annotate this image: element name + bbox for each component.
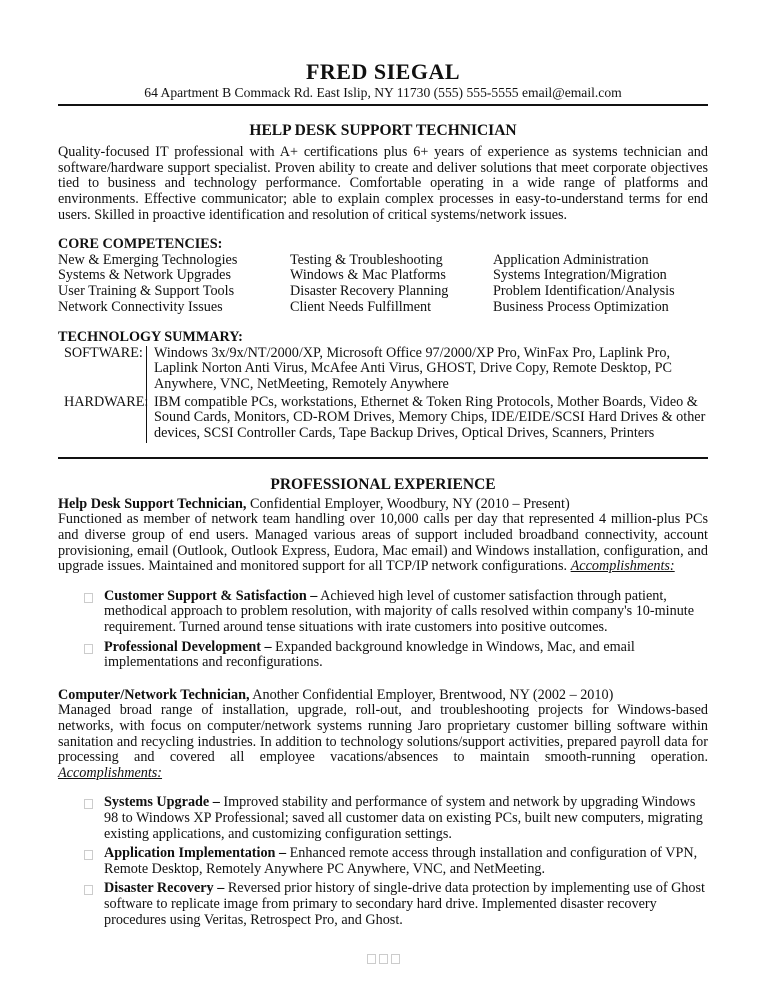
list-item (104, 846, 708, 877)
competency: Application Administration (493, 251, 649, 268)
competency: Systems Integration/Migration (493, 267, 667, 284)
divider (58, 457, 708, 459)
bullet-text: Achieved high level of customer satisfaction through patient, methodical approach to problem resolution, with majority of calls resolved within company's 10-minute requirement. Turned around tense situations with irate customers into positive outcomes. (104, 587, 695, 636)
accomplishments-list (58, 795, 708, 928)
summary: Quality-focused IT professional with A+ certifications plus 6+ years of experience as systems technician and software/hardware support specialist. Proven ability to create and deliver solutions that meet corporate objectives tied to business and technology performance. Comfortable operating in a wide range of platforms and environments. Effective communicator; able to explain complex processes in easy-to-understand terms for end users. Skilled in proactive identification and resolution of critical systems/network issues. (58, 144, 708, 223)
box-icon (367, 954, 376, 964)
software-row (58, 346, 708, 395)
bullet-title: Professional Development – (104, 638, 272, 655)
bullet-box-icon (84, 799, 93, 809)
software-label: SOFTWARE: (64, 344, 143, 361)
bullet-title: Application Implementation – (104, 845, 287, 862)
competency: Network Connectivity Issues (58, 298, 223, 315)
competency: New & Emerging Technologies (58, 251, 238, 268)
list-item (104, 640, 708, 671)
job-target-title: HELP DESK SUPPORT TECHNICIAN (249, 121, 517, 139)
bullet-text: Reversed prior history of single-drive data protection by implementing use of Ghost software to replicate image from primary to secondary hard drive. Implemented disaster recovery procedures using Veritas, Retrospect Pro, and Ghost. (104, 880, 705, 928)
candidate-name: FRED SIEGAL (305, 59, 461, 84)
job-description: Managed broad range of installation, upgrade, roll-out, and troubleshooting projects for Windows-based networks, with focus on computer/network systems running Jaro proprietary customer billing software within sanitation and recycling industries. In addition to technology solutions/support activities, prepared payroll data for processing and covered all employee vacations/absences to maintain smooth-running operation. (58, 702, 708, 766)
job-details: Another Confidential Employer, Brentwood, NY (2002 – 2010) (249, 686, 614, 703)
bullet-title: Customer Support & Satisfaction – (104, 587, 318, 604)
competencies-grid (58, 253, 708, 315)
box-icon (391, 954, 400, 964)
bullet-text: Expanded background knowledge in Windows, Mac, and email implementations and reconfigurations. (104, 638, 635, 671)
bullet-title: Disaster Recovery – (104, 880, 225, 897)
hardware-list: IBM compatible PCs, workstations, Ethernet & Token Ring Protocols, Mother Boards, Video & Sound Cards, Monitors, CD-ROM Drives, Memory Chips, IDE/EIDE/SCSI Hard Drives & other devices, SCSI Controller Cards, Tape Backup Drives, Optical Drives, Scanners, Printers (146, 395, 708, 444)
job-entry (58, 688, 708, 928)
competencies-heading: CORE COMPETENCIES: (58, 236, 223, 253)
list-item (104, 795, 708, 842)
competency: Problem Identification/Analysis (493, 282, 675, 299)
software-list: Windows 3x/9x/NT/2000/XP, Microsoft Office 97/2000/XP Pro, WinFax Pro, Laplink Pro, Laplink Norton Anti Virus, McAfee Anti Virus, GHOST, Drive Copy, Remote Desktop, PC Anywhere, VNC, NetMeeting, Remotely Anywhere (146, 346, 708, 395)
job-entry (58, 497, 708, 671)
competency: Client Needs Fulfillment (290, 298, 432, 315)
competency: Windows & Mac Platforms (290, 267, 446, 284)
technology-heading: TECHNOLOGY SUMMARY: (58, 329, 243, 346)
experience-heading: PROFESSIONAL EXPERIENCE (270, 476, 496, 494)
job-title: Computer/Network Technician, (58, 686, 250, 703)
contact-info: 64 Apartment B Commack Rd. East Islip, NY 11730 (555) 555-5555 email@email.com (144, 85, 622, 100)
competency: Systems & Network Upgrades (58, 267, 231, 284)
bullet-box-icon (84, 850, 93, 860)
competency: Testing & Troubleshooting (290, 251, 443, 268)
bullet-box-icon (84, 885, 93, 895)
list-item (104, 881, 708, 928)
job-description: Functioned as member of network team handling over 10,000 calls per day that represented 4 million-plus PCs and diverse group of end users. Managed various areas of support included broadband connectivity, account provisioning, email (Outlook, Outlook Express, Eudora, Mac email) and Windows installation, configuration, and upgrade issues. Maintained and monitored support for all TCP/IP network configurations. (58, 511, 708, 575)
accomplishments-list (58, 589, 708, 671)
competency: User Training & Support Tools (58, 282, 235, 299)
job-title: Help Desk Support Technician, (58, 495, 247, 512)
divider (58, 104, 708, 106)
bullet-box-icon (84, 593, 93, 603)
box-icon (379, 954, 388, 964)
bullet-box-icon (84, 644, 93, 654)
resume (58, 60, 708, 932)
footer-glyphs (367, 954, 403, 970)
competency: Disaster Recovery Planning (290, 282, 449, 299)
bullet-title: Systems Upgrade – (104, 794, 220, 811)
bullet-text: Improved stability and performance of system and network by upgrading Windows 98 to Windows XP Professional; saved all customer data on existing PCs, built new computers, migrating existing applications, and customizing configuration settings. (104, 794, 703, 842)
bullet-text: Enhanced remote access through installation and configuration of VPN, Remote Desktop, Remotely Anywhere PC Anywhere, VNC, and NetMeeting. (104, 845, 698, 877)
list-item (104, 589, 708, 636)
hardware-row (58, 395, 708, 444)
accomplishments-label: Accomplishments: (58, 764, 163, 781)
competency: Business Process Optimization (493, 298, 669, 315)
hardware-label: HARDWARE: (64, 393, 149, 410)
job-details: Confidential Employer, Woodbury, NY (2010 – Present) (246, 495, 570, 512)
accomplishments-label: Accomplishments: (570, 558, 675, 575)
